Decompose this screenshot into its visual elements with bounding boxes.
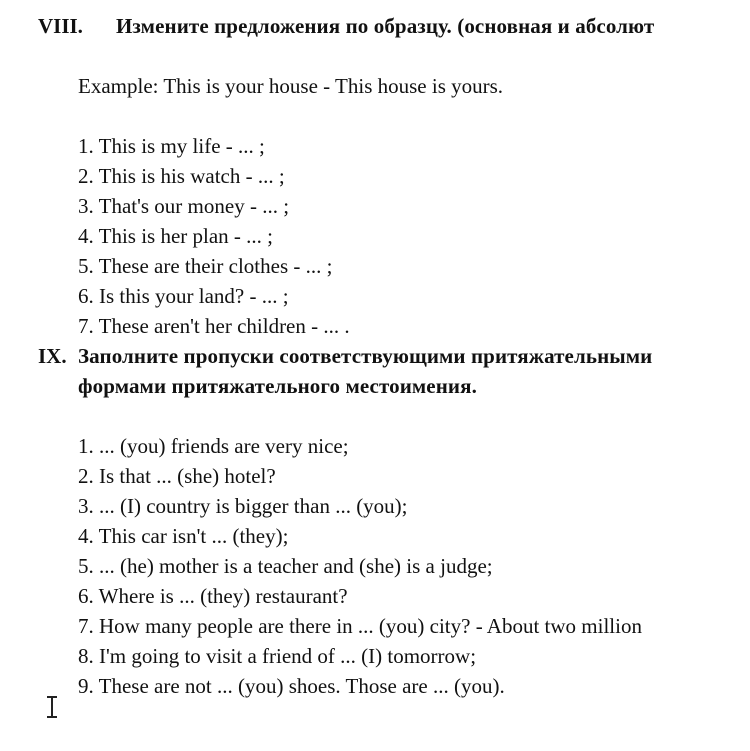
section-8-heading: Измените предложения по образцу. (основная и абсолют: [116, 14, 655, 38]
section-8-number: VIII.: [38, 14, 83, 38]
section-8-item: 7. These aren't her children - ... .: [78, 314, 350, 338]
i-beam-cursor-icon: [46, 696, 58, 718]
section-8-item: 2. This is his watch - ... ;: [78, 164, 285, 188]
section-9-heading-line-1: Заполните пропуски соответствующими притяжательными: [78, 344, 653, 368]
section-9-item: 3. ... (I) country is bigger than ... (you);: [78, 494, 408, 518]
section-8-example: Example: This is your house - This house is yours.: [78, 74, 504, 98]
section-9-heading-line-2: формами притяжательного местоимения.: [78, 374, 477, 398]
section-8-item: 3. That's our money - ... ;: [78, 194, 290, 218]
section-9-item: 7. How many people are there in ... (you) city? - About two million: [78, 614, 642, 638]
section-9-item: 4. This car isn't ... (they);: [78, 524, 289, 548]
section-8-item: 5. These are their clothes - ... ;: [78, 254, 333, 278]
section-9-item: 1. ... (you) friends are very nice;: [78, 434, 349, 458]
section-8-item: 6. Is this your land? - ... ;: [78, 284, 289, 308]
section-9-item: 8. I'm going to visit a friend of ... (I) tomorrow;: [78, 644, 477, 668]
section-9-item: 2. Is that ... (she) hotel?: [78, 464, 276, 488]
section-8-item: 1. This is my life - ... ;: [78, 134, 265, 158]
section-8-item: 4. This is her plan - ... ;: [78, 224, 274, 248]
section-9-item: 9. These are not ... (you) shoes. Those are ... (you).: [78, 674, 505, 698]
section-9-item: 6. Where is ... (they) restaurant?: [78, 584, 348, 608]
section-9-number: IX.: [38, 344, 67, 368]
section-9-item: 5. ... (he) mother is a teacher and (she) is a judge;: [78, 554, 493, 578]
